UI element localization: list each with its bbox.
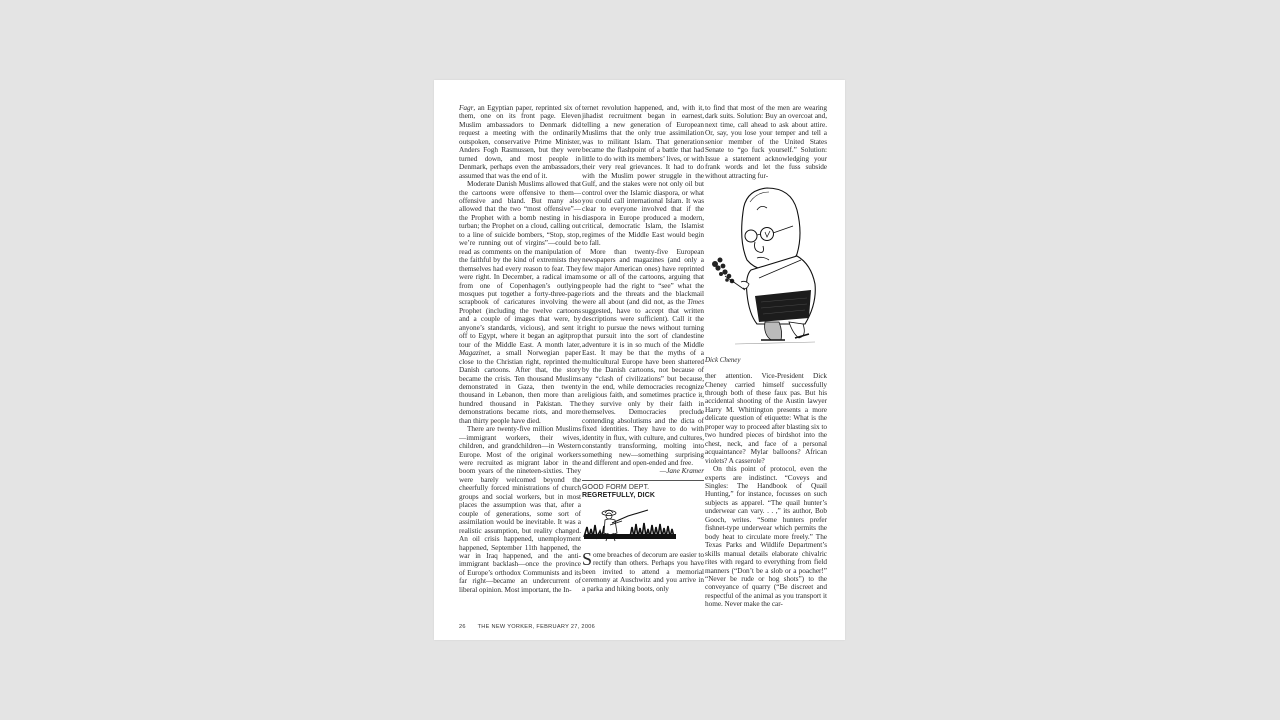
publication-name: Magazinet — [459, 348, 490, 358]
article-column-1 — [459, 104, 581, 594]
article-column-2 — [582, 104, 704, 593]
paragraph — [582, 248, 704, 468]
paragraph — [459, 180, 581, 425]
dick-cheney-caricature — [705, 184, 827, 356]
magazine-page — [434, 80, 845, 640]
publication-name: Fagr — [459, 103, 474, 112]
section-title: REGRETFULLY, DICK — [582, 492, 656, 500]
author-signature: —Jane Kramer — [659, 466, 704, 476]
page-number: 26 — [459, 624, 466, 630]
drop-cap: S — [582, 548, 592, 569]
publication-dateline: THE NEW YORKER, FEBRUARY 27, 2006 — [477, 624, 596, 630]
paragraph-text: , a small Norwegian paper close to the Christian right, reprinted the Danish cartoons. After that, the story became the crisis. Ten thousand Muslims demonstrated in Gaza, then twenty thousand in Lebanon, then more than a hundred thousand in Pakistan. The demonstrations became riots, and more than thirty people have died. — [459, 348, 581, 425]
paragraph: On this point of protocol, even the experts are indistinct. “Coveys and Singles: The Handbook of Quail Hunting,” for instance, focusses on such subjects as apparel. “The quail hunter’s underwear can vary. . . ,” its author, Bob Gooch, writes. “Some hunters prefer fishnet-type underwear which permits the body heat to circulate more freely.” The Texas Parks and Wildlife Department’s skills manual details elaborate chivalric rites with regard to everything from field manners (“Don’t be a slob or a poacher!” “Never be rude or hog shots”) to the conveyance of quarry (“Be discreet and respectful of the animal as you transport it home. Never make the car- — [705, 464, 827, 609]
paragraph: ther attention. Vice-President Dick Cheney carried himself successfully through both of these faux pas. But his accidental shooting of the Austin lawyer Harry M. Whittington presents a more delicate question of etiquette: What is the proper way to proceed after blasting six to two hundred pieces of birdshot into the chest, neck, and face of a personal acquaintance? Mylar balloons? African violets? A casserole? — [705, 371, 827, 465]
page-folio — [459, 624, 595, 630]
paragraph-text: Moderate Danish Muslims allowed that the cartoons were offensive to them—offensive and bland. But many also allowed that the two “most offensive”—the Prophet with a bomb nesting in his turban; the Prophet on a cloud, calling out to a line of suicide bombers, “Stop, stop, we’re running out of virgins”—could be read as comments on the manipulation of the faithful by the kind of extremists they themselves had every reason to fear. They were right. In December, a radical imam from one of Copenhagen’s outlying mosques put together a forty-three-page scrapbook of caricatures involving the Prophet (including the twelve cartoons and a couple of images that were, by anyone’s standards, vicious), and sent it off to Egypt, where it began an agitprop tour of the Middle East. A month later, — [459, 179, 581, 349]
article-column-3 — [705, 104, 827, 609]
paragraph-text: ome breaches of decorum are easier to rectify than others. Perhaps you have been invited to attend a memorial ceremony at Auschwitz and you arrive in a parka and hiking boots, only — [582, 549, 704, 593]
paragraph: ternet revolution happened, and, with it, jihadist recruitment began in earnest, telling a new generation of European Muslims that the only true assimilation was to militant Islam. That generation became the flashpoint of a battle that had little to do with its members’ lives, or with their very real grievances. It had to do with the Muslim power struggle in the Gulf, and the stakes were not only oil but control over the Islamic diaspora, or what you could call international Islam. It was clear to everyone involved that if the diaspora in Europe produced a modern, critical, democratic Islam, the Islamist regimes of the Middle East would begin to fall. — [582, 103, 704, 248]
illustration-caption: Dick Cheney — [705, 356, 741, 365]
paragraph-text: suggested, have to accept that written descriptions were sufficient). Call it the right to pursue the news without turning that pursuit into the sort of clandestine adventure it is in so much of the Middle East. It may be that the myths of a multicultural Europe have been shattered by the Danish cartoons, not because of any “clash of civilizations” but because, in the end, while democracies recognize religious faith, and sometimes practice it, they survive only by their faith in themselves. Democracies preclude contending absolutisms and the dicta of fixed identities. They have to do with identity in flux, with culture, and cultures, constantly transforming, molting into something new—something surprising and different and open-ended and free. — [582, 305, 704, 468]
publication-name: Times — [687, 297, 704, 307]
hunter-illustration — [582, 507, 678, 543]
paragraph — [459, 104, 581, 180]
paragraph — [582, 548, 704, 593]
paragraph-text: , an Egyptian paper, reprinted six of them, one on its front page. Eleven Muslim ambassadors to Denmark did request a meeting with the ordinarily outspoken, conservative Prime Minister, Anders Fogh Rasmussen, but they were turned down, and most people in Denmark, perhaps even the ambassadors, assumed that was the end of it. — [459, 103, 581, 180]
paragraph: to find that most of the men are wearing dark suits. Solution: Buy an overcoat and, next time, call ahead to ask about attire. Or, say, you lose your temper and tell a senior member of the United States Senate to “go fuck yourself.” Solution: Issue a statement acknowledging your frank words and let the fuss subside without attracting fur- — [705, 103, 827, 180]
paragraph: There are twenty-five million Muslims—immigrant workers, their wives, children, and grandchildren—in Western Europe. Most of the original workers were recruited as migrant labor in the boom years of the nineteen-sixties. They were barely welcomed beyond the cheerfully forced ministrations of church groups and social workers, but in most places the assumption was that, after a couple of generations, some sort of assimilation would be inevitable. It was a realistic assumption, but reality changed. An oil crisis happened, unemployment happened, September 11th happened, the war in Iraq happened, and the anti-immigrant backlash—once the province of Europe’s orthodox Communists and its far right—became an undercurrent of liberal opinion. Most important, the In- — [459, 424, 581, 594]
department-label: GOOD FORM DEPT. — [582, 483, 650, 491]
section-divider — [582, 480, 704, 481]
paragraph-text: More than twenty-five European newspapers and magazines (and only a few major American ones) have reprinted some or all of the cartoons, arguing that people had the right to “see” what the riots and the threats and the blackmail were all about (and did not, as the — [582, 246, 704, 307]
